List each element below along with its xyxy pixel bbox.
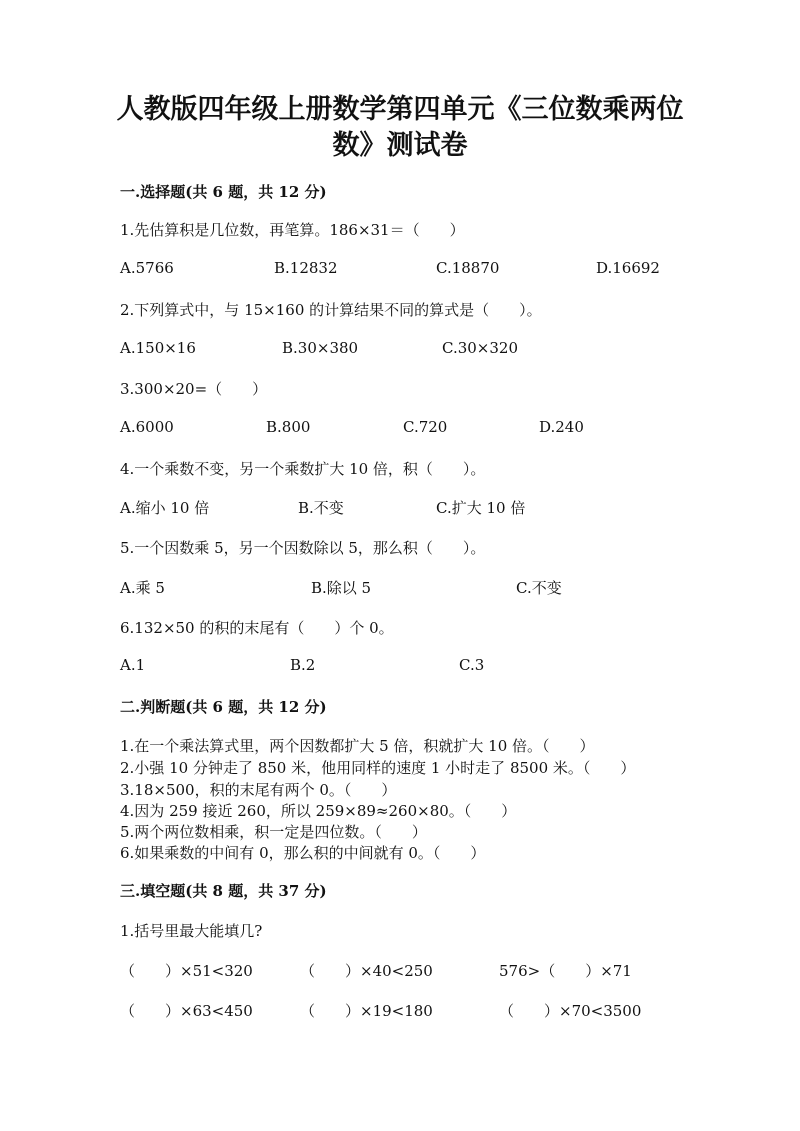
option-4a: A.缩小 10 倍 xyxy=(120,499,210,517)
title-line-1: 人教版四年级上册数学第四单元《三位数乘两位 xyxy=(116,94,684,125)
fill-blank-4: （ ）×63<450 xyxy=(120,1002,253,1020)
option-1d: D.16692 xyxy=(596,259,660,277)
option-5b: B.除以 5 xyxy=(311,579,372,597)
option-6c: C.3 xyxy=(459,656,485,674)
question-5: 5.一个因数乘 5，另一个因数除以 5，那么积（ ）。 xyxy=(120,539,486,557)
question-3: 3.300×20=（ ） xyxy=(120,380,268,398)
option-3a: A.6000 xyxy=(120,418,174,436)
section-heading-choice: 一.选择题(共 6 题，共 12 分) xyxy=(120,183,327,201)
question-1: 1.先估算积是几位数，再笔算。186×31＝（ ） xyxy=(120,221,465,239)
judgment-item-3: 3.18×500，积的末尾有两个 0。（ ） xyxy=(120,781,397,799)
option-1b: B.12832 xyxy=(274,259,338,277)
question-6: 6.132×50 的积的末尾有（ ）个 0。 xyxy=(120,619,394,637)
title-line-2: 数》测试卷 xyxy=(332,130,468,161)
fill-blank-1: （ ）×51<320 xyxy=(120,962,253,980)
option-3d: D.240 xyxy=(539,418,584,436)
judgment-item-1: 1.在一个乘法算式里，两个因数都扩大 5 倍，积就扩大 10 倍。（ ） xyxy=(120,737,595,755)
option-1c: C.18870 xyxy=(436,259,500,277)
option-2a: A.150×16 xyxy=(120,339,196,357)
question-4: 4.一个乘数不变，另一个乘数扩大 10 倍，积（ ）。 xyxy=(120,460,486,478)
fill-blank-2: （ ）×40<250 xyxy=(300,962,433,980)
judgment-item-2: 2.小强 10 分钟走了 850 米，他用同样的速度 1 小时走了 8500 米。（ ） xyxy=(120,759,636,777)
option-6a: A.1 xyxy=(120,656,146,674)
fill-blank-6: （ ）×70<3500 xyxy=(499,1002,642,1020)
option-5a: A.乘 5 xyxy=(120,579,165,597)
question-2: 2.下列算式中，与 15×160 的计算结果不同的算式是（ ）。 xyxy=(120,301,542,319)
option-2b: B.30×380 xyxy=(282,339,359,357)
judgment-item-5: 5.两个两位数相乘，积一定是四位数。（ ） xyxy=(120,823,427,841)
option-6b: B.2 xyxy=(290,656,316,674)
section-heading-fill: 三.填空题(共 8 题，共 37 分) xyxy=(120,882,327,900)
fill-question-1: 1.括号里最大能填几? xyxy=(120,922,263,940)
option-3c: C.720 xyxy=(403,418,448,436)
option-3b: B.800 xyxy=(266,418,311,436)
judgment-item-6: 6.如果乘数的中间有 0，那么积的中间就有 0。（ ） xyxy=(120,844,486,862)
fill-blank-3: 576>（ ）×71 xyxy=(499,962,632,980)
judgment-item-4: 4.因为 259 接近 260，所以 259×89≈260×80。（ ） xyxy=(120,802,517,820)
fill-blank-5: （ ）×19<180 xyxy=(300,1002,433,1020)
section-heading-judgment: 二.判断题(共 6 题，共 12 分) xyxy=(120,698,327,716)
option-1a: A.5766 xyxy=(120,259,174,277)
option-2c: C.30×320 xyxy=(442,339,518,357)
option-4c: C.扩大 10 倍 xyxy=(436,499,526,517)
page-title xyxy=(110,92,690,164)
option-5c: C.不变 xyxy=(516,579,562,597)
option-4b: B.不变 xyxy=(298,499,344,517)
